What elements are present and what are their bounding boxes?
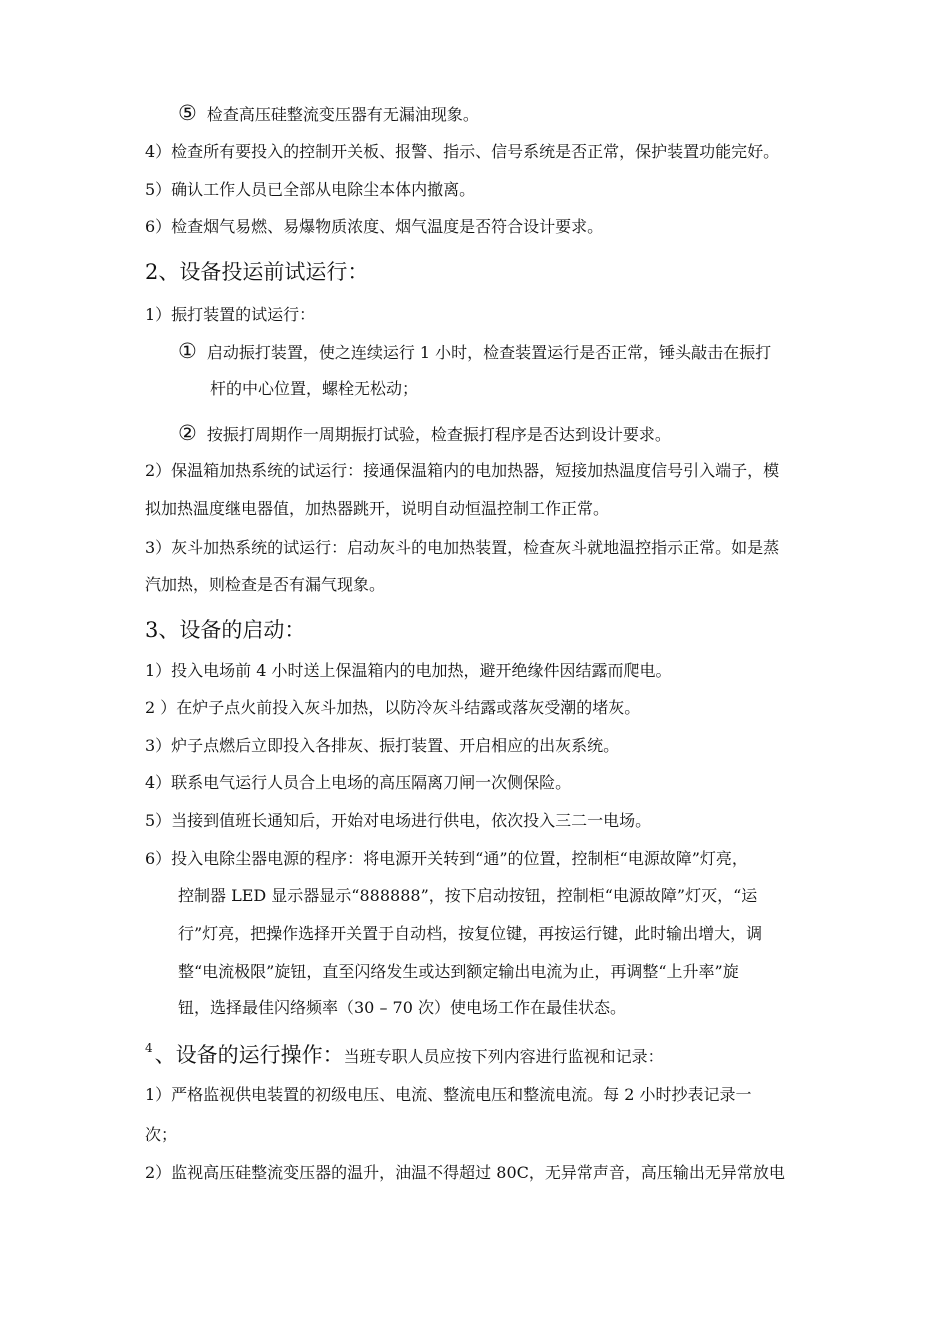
startup-2-line: 2 ）在炉子点火前投入灰斗加热，以防冷灰斗结露或落灰受潮的堵灰。 [145, 698, 641, 717]
startup-3-line: 3）炉子点燃后立即投入各排灰、振打装置、开启相应的出灰系统。 [145, 736, 620, 755]
section-2-heading: 2、设备投运前试运行： [145, 260, 369, 284]
check-4-line: 4）检查所有要投入的控制开关板、报警、指示、信号系统是否正常，保护装置功能完好。 [145, 142, 780, 161]
item-5-text: 检查高压硅整流变压器有无漏油现象。 [206, 105, 479, 124]
item-1-text: 启动振打装置，使之连续运行 1 小时，检查装置运行是否正常，锤头敲击在振打 [206, 343, 772, 362]
startup-6-continued-1: 控制器 LED 显示器显示“888888”，按下启动按钮，控制柜“电源故障”灯灭，“运 [178, 886, 758, 905]
rapping-trial-line: 1）振打装置的试运行： [145, 305, 316, 324]
hopper-trial-continued: 汽加热，则检查是否有漏气现象。 [145, 575, 386, 594]
startup-6-continued-2: 行”灯亮，把操作选择开关置于自动档，按复位键，再按运行键，此时输出增大，调 [178, 924, 763, 943]
section-4-number: 4 [145, 1041, 153, 1055]
section-4-note: 当班专职人员应按下列内容进行监视和记录： [343, 1047, 664, 1066]
startup-6-continued-3: 整“电流极限”旋钮，直至闪络发生或达到额定输出电流为止，再调整“上升率”旋 [178, 962, 739, 981]
item-1-line [178, 341, 771, 363]
heater-trial-line: 2）保温箱加热系统的试运行：接通保温箱内的电加热器，短接加热温度信号引入端子，模 [145, 461, 780, 480]
check-5-line: 5）确认工作人员已全部从电除尘本体内撤离。 [145, 180, 476, 199]
startup-5-line: 5）当接到值班长通知后，开始对电场进行供电，依次投入三二一电场。 [145, 811, 652, 830]
check-6-line: 6）检查烟气易燃、易爆物质浓度、烟气温度是否符合设计要求。 [145, 217, 604, 236]
item-5-line [178, 103, 479, 125]
startup-6-line: 6）投入电除尘器电源的程序：将电源开关转到“通”的位置，控制柜“电源故障”灯亮， [145, 849, 748, 868]
item-1-continued: 杆的中心位置，螺栓无松动； [210, 379, 419, 398]
item-2-text: 按振打周期作一周期振打试验，检查振打程序是否达到设计要求。 [206, 425, 671, 444]
startup-4-line: 4）联系电气运行人员合上电场的高压隔离刀闸一次侧保险。 [145, 773, 572, 792]
operation-1-line: 1）严格监视供电装置的初级电压、电流、整流电压和整流电流。每 2 小时抄表记录一 [145, 1085, 752, 1104]
circled-number-2: ② [178, 421, 197, 445]
heater-trial-continued: 拟加热温度继电器值，加热器跳开，说明自动恒温控制工作正常。 [145, 499, 610, 518]
hopper-trial-line: 3）灰斗加热系统的试运行：启动灰斗的电加热装置，检查灰斗就地温控指示正常。如是蒸 [145, 538, 780, 557]
circled-number-5: ⑤ [178, 101, 197, 125]
circled-number-1: ① [178, 339, 197, 363]
operation-2-line: 2）监视高压硅整流变压器的温升，油温不得超过 80C，无异常声音，高压输出无异常放电 [145, 1163, 785, 1182]
section-4-title: 、设备的运行操作： [154, 1043, 344, 1067]
section-3-heading: 3、设备的启动： [145, 618, 306, 642]
operation-1-continued: 次； [145, 1125, 178, 1144]
item-2-line [178, 423, 671, 445]
startup-6-continued-4: 钮，选择最佳闪络频率（30 – 70 次）使电场工作在最佳状态。 [178, 998, 626, 1017]
startup-1-line: 1）投入电场前 4 小时送上保温箱内的电加热，避开绝缘件因结露而爬电。 [145, 661, 672, 680]
section-4-heading [145, 1035, 664, 1070]
